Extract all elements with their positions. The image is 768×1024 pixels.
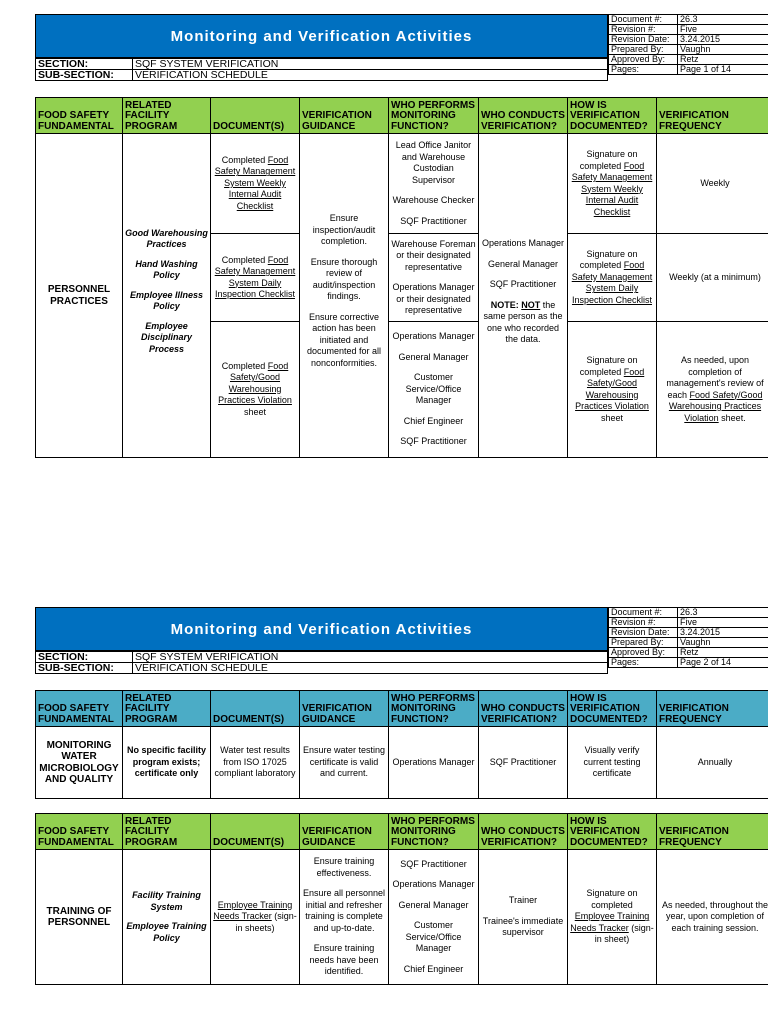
meta-label: Pages: <box>609 658 678 668</box>
frequency-link[interactable]: Food Safety/Good Warehousing Practices Violation <box>668 389 763 423</box>
guidance-item: Ensure training effectiveness. <box>313 856 375 878</box>
column-header: RELATED FACILITY PROGRAM <box>123 814 211 850</box>
performs-cell <box>389 234 479 322</box>
column-header: VERIFICATION FREQUENCY <box>657 691 768 727</box>
meta-label: Revision Date: <box>609 628 678 638</box>
how-text: Signature on completed <box>586 888 638 910</box>
performs-cell <box>389 134 479 234</box>
document-link[interactable]: Employee Training Needs Tracker <box>213 899 293 922</box>
column-header: VERIFICATION GUIDANCE <box>300 98 389 134</box>
related-programs <box>123 850 211 985</box>
how-link[interactable]: Food Safety Management System Weekly Internal Audit Checklist <box>571 160 653 217</box>
column-header: VERIFICATION FREQUENCY <box>657 98 768 134</box>
column-header: VERIFICATION FREQUENCY <box>657 814 768 850</box>
verifier: Operations Manager <box>481 238 565 248</box>
verification-guidance: Ensure water testing certificate is valid and current. <box>300 727 389 799</box>
performer: SQF Practitioner <box>400 436 467 447</box>
column-header: FOOD SAFETY FUNDAMENTAL <box>36 691 123 727</box>
program-item: Employee Disciplinary Process <box>140 320 193 354</box>
page-number: Page 1 of 14 <box>678 65 768 75</box>
page-header <box>35 14 768 87</box>
section-value: SQF SYSTEM VERIFICATION <box>133 59 608 70</box>
conducts-cell <box>479 134 568 458</box>
program-item: Good Warehousing Practices <box>125 227 208 250</box>
verification-guidance <box>300 850 389 985</box>
document-text: Completed <box>221 254 268 265</box>
column-header: DOCUMENT(S) <box>211 814 300 850</box>
meta-label: Approved By: <box>609 55 678 65</box>
performer: Customer Service/Office Manager <box>405 920 462 954</box>
meta-value: Five <box>678 618 768 628</box>
how-documented-cell <box>568 234 657 322</box>
column-header: RELATED FACILITY PROGRAM <box>123 98 211 134</box>
meta-value: Retz <box>678 55 768 65</box>
meta-value: Vaughn <box>678 638 768 648</box>
how-link[interactable]: Food Safety/Good Warehousing Practices Violation <box>575 366 649 411</box>
frequency-cell: Weekly <box>657 134 768 234</box>
performer: Chief Engineer <box>403 963 464 974</box>
how-documented-cell <box>568 850 657 985</box>
verifier: General Manager <box>487 258 559 269</box>
performer: Operations Manager <box>392 879 475 890</box>
verification-guidance <box>300 134 389 458</box>
performs-cell <box>389 850 479 985</box>
how-link[interactable]: Employee Training Needs Tracker <box>570 911 650 933</box>
performs-cell <box>389 322 479 458</box>
guidance-item: Ensure training needs have been identified. <box>309 943 379 977</box>
column-header: WHO PERFORMS MONITORING FUNCTION? <box>389 691 479 727</box>
section-value: SQF SYSTEM VERIFICATION <box>133 652 608 663</box>
performer: Operations Manager <box>392 331 475 342</box>
column-header: VERIFICATION GUIDANCE <box>300 691 389 727</box>
page-header <box>35 607 768 680</box>
note-label: NOTE: <box>490 299 519 310</box>
meta-label: Approved By: <box>609 648 678 658</box>
verifier: Trainee's immediate supervisor <box>482 915 564 938</box>
meta-label: Document #: <box>609 15 678 25</box>
document-title: Monitoring and Verification Activities <box>35 14 608 58</box>
related-program: No specific facility program exists; certificate only <box>123 727 211 799</box>
how-documented-cell: Visually verify current testing certificate <box>568 727 657 799</box>
note-text <box>481 300 565 346</box>
subsection-label: SUB-SECTION: <box>36 70 133 81</box>
verifier: Trainer <box>508 895 538 906</box>
column-header: HOW IS VERIFICATION DOCUMENTED? <box>568 98 657 134</box>
performer: Operations Manager or their designated representative <box>392 282 475 315</box>
guidance-item: Ensure inspection/audit completion. <box>312 213 376 246</box>
food-safety-fundamental: MONITORING WATER MICROBIOLOGY AND QUALITY <box>36 727 123 799</box>
meta-label: Pages: <box>609 65 678 75</box>
conducts-cell <box>479 850 568 985</box>
meta-value: 26.3 <box>678 15 768 25</box>
how-documented-cell <box>568 134 657 234</box>
meta-value: Five <box>678 25 768 35</box>
document-text: Completed <box>221 360 268 371</box>
meta-label: Document #: <box>609 608 678 618</box>
water-quality-table <box>35 690 768 799</box>
column-header: FOOD SAFETY FUNDAMENTAL <box>36 814 123 850</box>
verifier: SQF Practitioner <box>489 279 557 289</box>
how-text: Signature on completed <box>579 355 638 377</box>
frequency-cell: Annually <box>657 727 768 799</box>
frequency-text: As needed, upon completion of management's review of each <box>666 355 764 400</box>
performer: Lead Office Janitor and Warehouse Custodian Supervisor <box>395 140 472 185</box>
performer: SQF Practitioner <box>400 858 467 869</box>
column-header: DOCUMENT(S) <box>211 691 300 727</box>
column-header: WHO PERFORMS MONITORING FUNCTION? <box>389 98 479 134</box>
meta-value: 26.3 <box>678 608 768 618</box>
column-header: WHO CONDUCTS VERIFICATION? <box>479 814 568 850</box>
performer: Chief Engineer <box>403 415 464 426</box>
document-text: Completed <box>221 154 268 165</box>
guidance-item: Ensure all personnel initial and refresher training is complete and up-to-date. <box>302 888 386 933</box>
section-table <box>35 58 608 81</box>
meta-value: Retz <box>678 648 768 658</box>
document-text: sheet <box>243 406 267 417</box>
meta-label: Revision #: <box>609 618 678 628</box>
program-item: Employee Training Policy <box>126 921 207 943</box>
program-item: Facility Training System <box>132 890 201 912</box>
document-cell <box>211 322 300 458</box>
meta-value: 3.24.2015 <box>678 628 768 638</box>
column-header: WHO CONDUCTS VERIFICATION? <box>479 98 568 134</box>
document-meta-table <box>608 14 768 75</box>
meta-label: Revision #: <box>609 25 678 35</box>
section-table <box>35 651 608 674</box>
performer: Warehouse Foreman or their designated representative <box>391 238 476 272</box>
how-text: Signature on completed <box>579 149 638 171</box>
performer: Customer Service/Office Manager <box>405 372 462 406</box>
food-safety-fundamental: TRAINING OF PERSONNEL <box>36 850 123 985</box>
column-header: WHO CONDUCTS VERIFICATION? <box>479 691 568 727</box>
personnel-practices-table <box>35 97 768 458</box>
how-text: (sign-in sheet) <box>594 922 654 945</box>
meta-value: 3.24.2015 <box>678 35 768 45</box>
training-table <box>35 813 768 985</box>
column-header: RELATED FACILITY PROGRAM <box>123 691 211 727</box>
section-label: SECTION: <box>36 652 133 663</box>
column-header: VERIFICATION GUIDANCE <box>300 814 389 850</box>
guidance-item: Ensure corrective action has been initiated and documented for all nonconformities. <box>306 311 382 368</box>
column-header: HOW IS VERIFICATION DOCUMENTED? <box>568 814 657 850</box>
performer: Warehouse Checker <box>392 195 475 205</box>
program-item: Employee Illness Policy <box>129 289 204 312</box>
performer: General Manager <box>398 899 469 910</box>
document-cell <box>211 850 300 985</box>
document-title: Monitoring and Verification Activities <box>35 607 608 651</box>
program-item: Hand Washing Policy <box>135 258 198 281</box>
page-number: Page 2 of 14 <box>678 658 768 668</box>
meta-label: Prepared By: <box>609 638 678 648</box>
column-header: FOOD SAFETY FUNDAMENTAL <box>36 98 123 134</box>
performer: SQF Practitioner <box>400 215 467 226</box>
subsection-value: VERIFICATION SCHEDULE <box>133 70 608 81</box>
subsection-value: VERIFICATION SCHEDULE <box>133 663 608 674</box>
document-cell <box>211 134 300 234</box>
how-link[interactable]: Food Safety Management System Daily Inspection Checklist <box>571 260 653 305</box>
meta-value: Vaughn <box>678 45 768 55</box>
performs-cell: Operations Manager <box>389 727 479 799</box>
meta-label: Prepared By: <box>609 45 678 55</box>
frequency-cell: Weekly (at a minimum) <box>657 234 768 322</box>
meta-label: Revision Date: <box>609 35 678 45</box>
food-safety-fundamental: PERSONNEL PRACTICES <box>36 134 123 458</box>
note-not: NOT <box>521 299 541 310</box>
document-link[interactable]: Food Safety Management System Weekly Internal Audit Checklist <box>214 154 296 211</box>
document-link[interactable]: Food Safety/Good Warehousing Practices Violation <box>218 360 292 406</box>
document-meta-table <box>608 607 768 668</box>
how-text: sheet <box>600 412 624 423</box>
document-link[interactable]: Food Safety Management System Daily Inspection Checklist <box>214 254 296 299</box>
column-header: HOW IS VERIFICATION DOCUMENTED? <box>568 691 657 727</box>
performer: General Manager <box>398 351 469 362</box>
column-header: DOCUMENT(S) <box>211 98 300 134</box>
note-body: the same person as the one who recorded the data. <box>483 299 563 344</box>
column-header: WHO PERFORMS MONITORING FUNCTION? <box>389 814 479 850</box>
related-programs <box>123 134 211 458</box>
section-label: SECTION: <box>36 59 133 70</box>
frequency-cell <box>657 322 768 458</box>
document-cell: Water test results from ISO 17025 compliant laboratory <box>211 727 300 799</box>
document-cell <box>211 234 300 322</box>
document-text: (sign-in sheets) <box>235 911 297 933</box>
conducts-cell: SQF Practitioner <box>479 727 568 799</box>
how-documented-cell <box>568 322 657 458</box>
how-text: Signature on completed <box>579 248 638 271</box>
guidance-item: Ensure thorough review of audit/inspection findings. <box>310 256 378 301</box>
subsection-label: SUB-SECTION: <box>36 663 133 674</box>
frequency-text: sheet. <box>718 412 746 423</box>
frequency-cell: As needed, throughout the year, upon completion of each training session. <box>657 850 768 985</box>
